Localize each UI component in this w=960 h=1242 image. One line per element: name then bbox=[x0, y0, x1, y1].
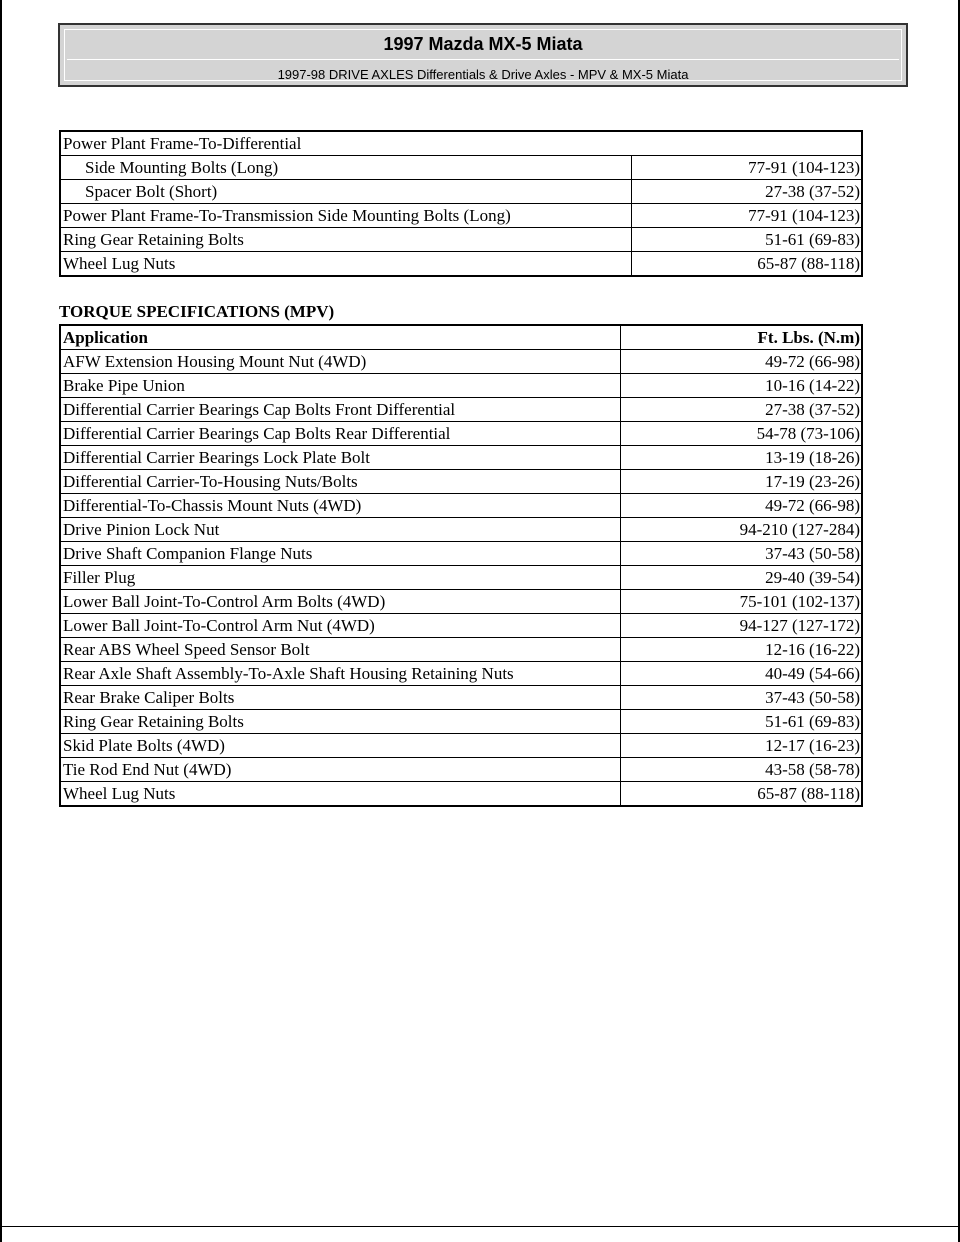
torque-value-cell: 13-19 (18-26) bbox=[620, 446, 862, 470]
torque-value-cell: 51-61 (69-83) bbox=[620, 710, 862, 734]
table-header-row bbox=[60, 325, 862, 350]
table-row bbox=[60, 614, 862, 638]
table-row bbox=[60, 518, 862, 542]
torque-value-cell: 77-91 (104-123) bbox=[631, 204, 862, 228]
torque-value-cell: 27-38 (37-52) bbox=[620, 398, 862, 422]
table-row bbox=[60, 494, 862, 518]
application-cell: Differential Carrier Bearings Cap Bolts Front Differential bbox=[60, 398, 620, 422]
application-cell: Filler Plug bbox=[60, 566, 620, 590]
torque-value-cell: 37-43 (50-58) bbox=[620, 542, 862, 566]
document-subtitle: 1997-98 DRIVE AXLES Differentials & Drive Axles - MPV & MX-5 Miata bbox=[277, 67, 689, 82]
table-row bbox=[60, 782, 862, 807]
table-row bbox=[60, 662, 862, 686]
table-row bbox=[60, 470, 862, 494]
table-row bbox=[60, 252, 862, 277]
torque-value-cell: 40-49 (54-66) bbox=[620, 662, 862, 686]
torque-value-cell: 75-101 (102-137) bbox=[620, 590, 862, 614]
column-header-value: Ft. Lbs. (N.m) bbox=[620, 325, 862, 350]
table-row bbox=[60, 156, 862, 180]
torque-value-cell: 43-58 (58-78) bbox=[620, 758, 862, 782]
torque-value-cell: 29-40 (39-54) bbox=[620, 566, 862, 590]
table-row bbox=[60, 398, 862, 422]
application-cell: Brake Pipe Union bbox=[60, 374, 620, 398]
table-row bbox=[60, 374, 862, 398]
table-row bbox=[60, 542, 862, 566]
application-cell: Rear ABS Wheel Speed Sensor Bolt bbox=[60, 638, 620, 662]
application-cell: Lower Ball Joint-To-Control Arm Nut (4WD) bbox=[60, 614, 620, 638]
table-row bbox=[60, 180, 862, 204]
application-cell: Skid Plate Bolts (4WD) bbox=[60, 734, 620, 758]
application-cell: Differential Carrier Bearings Cap Bolts Rear Differential bbox=[60, 422, 620, 446]
torque-value-cell: 49-72 (66-98) bbox=[620, 350, 862, 374]
table-row bbox=[60, 446, 862, 470]
application-cell: Rear Brake Caliper Bolts bbox=[60, 686, 620, 710]
table-row bbox=[60, 422, 862, 446]
application-cell: Wheel Lug Nuts bbox=[60, 252, 631, 277]
header-divider bbox=[67, 59, 899, 60]
torque-value-cell: 65-87 (88-118) bbox=[631, 252, 862, 277]
application-cell: Tie Rod End Nut (4WD) bbox=[60, 758, 620, 782]
document-title: 1997 Mazda MX-5 Miata bbox=[383, 34, 583, 54]
torque-value-cell: 65-87 (88-118) bbox=[620, 782, 862, 807]
torque-value-cell: 94-127 (127-172) bbox=[620, 614, 862, 638]
torque-value-cell: 10-16 (14-22) bbox=[620, 374, 862, 398]
application-cell: Differential Carrier-To-Housing Nuts/Bolts bbox=[60, 470, 620, 494]
page-border-left bbox=[0, 0, 2, 1242]
header-inner-frame bbox=[64, 29, 902, 81]
table-row bbox=[60, 590, 862, 614]
torque-value-cell: 51-61 (69-83) bbox=[631, 228, 862, 252]
torque-table-mpv bbox=[59, 324, 863, 807]
table-row bbox=[60, 350, 862, 374]
torque-value-cell: 49-72 (66-98) bbox=[620, 494, 862, 518]
torque-value-cell: 27-38 (37-52) bbox=[631, 180, 862, 204]
application-cell: Side Mounting Bolts (Long) bbox=[60, 156, 631, 180]
table-row bbox=[60, 131, 862, 156]
table-row bbox=[60, 638, 862, 662]
application-cell: Drive Shaft Companion Flange Nuts bbox=[60, 542, 620, 566]
watermark: carmanualsonline.info bbox=[772, 1226, 899, 1241]
application-cell: Differential Carrier Bearings Lock Plate Bolt bbox=[60, 446, 620, 470]
table-row bbox=[60, 710, 862, 734]
application-cell: Spacer Bolt (Short) bbox=[60, 180, 631, 204]
table-row bbox=[60, 758, 862, 782]
application-cell: Power Plant Frame-To-Transmission Side Mounting Bolts (Long) bbox=[60, 204, 631, 228]
table-row bbox=[60, 566, 862, 590]
table-row bbox=[60, 204, 862, 228]
table-row bbox=[60, 734, 862, 758]
torque-table-miata-continued bbox=[59, 130, 863, 277]
application-cell: Ring Gear Retaining Bolts bbox=[60, 228, 631, 252]
application-cell: Drive Pinion Lock Nut bbox=[60, 518, 620, 542]
table-row bbox=[60, 228, 862, 252]
torque-value-cell: 37-43 (50-58) bbox=[620, 686, 862, 710]
application-cell: Differential-To-Chassis Mount Nuts (4WD) bbox=[60, 494, 620, 518]
application-cell: Ring Gear Retaining Bolts bbox=[60, 710, 620, 734]
section-heading: TORQUE SPECIFICATIONS (MPV) bbox=[59, 302, 335, 321]
application-cell: AFW Extension Housing Mount Nut (4WD) bbox=[60, 350, 620, 374]
table-body bbox=[60, 350, 862, 807]
application-cell: Lower Ball Joint-To-Control Arm Bolts (4WD) bbox=[60, 590, 620, 614]
application-cell: Rear Axle Shaft Assembly-To-Axle Shaft Housing Retaining Nuts bbox=[60, 662, 620, 686]
application-cell: Wheel Lug Nuts bbox=[60, 782, 620, 807]
torque-value-cell: 12-16 (16-22) bbox=[620, 638, 862, 662]
torque-value-cell: 17-19 (23-26) bbox=[620, 470, 862, 494]
torque-value-cell: 54-78 (73-106) bbox=[620, 422, 862, 446]
column-header-application: Application bbox=[60, 325, 620, 350]
torque-value-cell: 12-17 (16-23) bbox=[620, 734, 862, 758]
document-header bbox=[58, 23, 908, 87]
torque-value-cell: 77-91 (104-123) bbox=[631, 156, 862, 180]
table-row bbox=[60, 686, 862, 710]
group-label: Power Plant Frame-To-Differential bbox=[60, 131, 862, 156]
torque-value-cell: 94-210 (127-284) bbox=[620, 518, 862, 542]
